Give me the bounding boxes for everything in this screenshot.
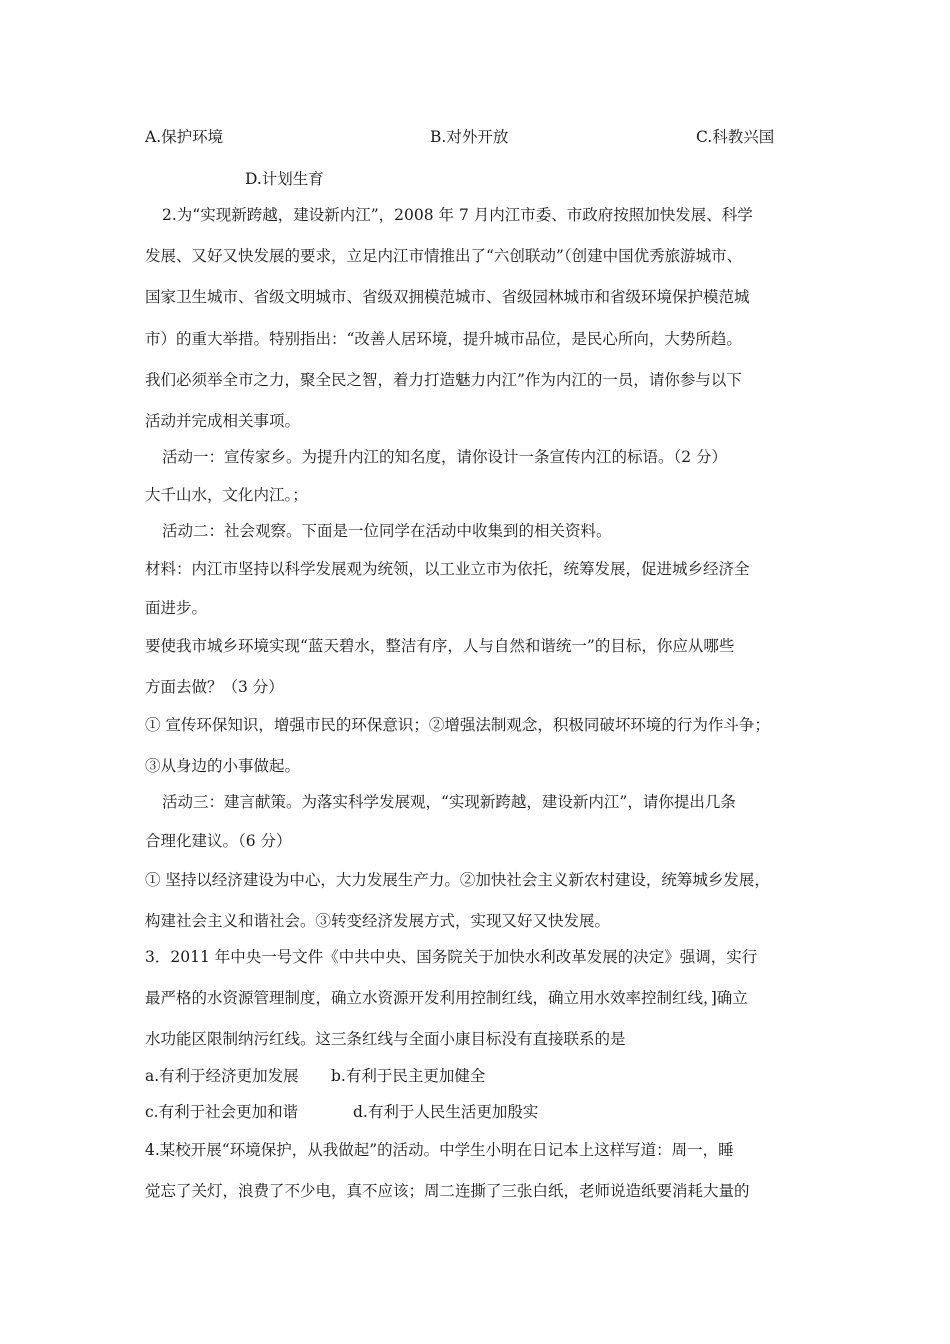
activity-1: 活动一：宣传家乡。为提升内江的知名度，请你设计一条宣传内江的标语。（2 分） <box>162 448 728 466</box>
answer-2-line-2: ③从身边的小事做起。 <box>145 757 301 775</box>
question-2-line-1: 要使我市城乡环境实现“蓝天碧水，整洁有序，人与自然和谐统一”的目标，你应从哪些 <box>145 637 735 655</box>
q3-option-b: b.有利于民主更加健全 <box>331 1067 486 1085</box>
q2-line-6: 活动并完成相关事项。 <box>145 412 301 430</box>
q2-line-4: 市）的重大举措。特别指出：“改善人居环境，提升城市品位，是民心所向，大势所趋。 <box>145 330 742 348</box>
q2-line-2: 发展、又好又快发展的要求，立足内江市情推出了“六创联动”（创建中国优秀旅游城市、 <box>145 247 743 265</box>
activity-2: 活动二：社会观察。下面是一位同学在活动中收集到的相关资料。 <box>162 522 612 540</box>
q3-line-2: 最严格的水资源管理制度，确立水资源开发利用控制红线，确立用水效率控制红线，]确立 <box>145 989 748 1007</box>
q4-line-2: 觉忘了关灯，浪费了不少电，真不应该；周二连撕了三张白纸，老师说造纸要消耗大量的 <box>145 1182 750 1200</box>
material-line-1: 材料：内江市坚持以科学发展观为统领，以工业立市为依托，统筹发展，促进城乡经济全 <box>145 560 750 578</box>
q2-line-5: 我们必须举全市之力，聚全民之智，着力打造魅力内江”作为内江的一员，请你参与以下 <box>145 371 742 389</box>
q3-option-a: a.有利于经济更加发展 <box>145 1067 299 1085</box>
q1-option-c: C.科教兴国 <box>696 128 775 146</box>
activity-3-line-1: 活动三：建言献策。为落实科学发展观，“实现新跨越，建设新内江”，请你提出几条 <box>162 793 736 811</box>
q3-option-d: d.有利于人民生活更加殷实 <box>353 1103 539 1121</box>
answer-1: 大千山水，文化内江。； <box>145 486 308 504</box>
q3-option-c: c.有利于社会更加和谐 <box>145 1103 299 1121</box>
q1-option-a: A.保护环境 <box>145 128 224 146</box>
q4-line-1: 4.某校开展“环境保护，从我做起”的活动。中学生小明在日记本上这样写道：周一，睡 <box>145 1141 734 1159</box>
answer-3-line-2: 构建社会主义和谐社会。③转变经济发展方式，实现又好又快发展。 <box>145 912 611 930</box>
q1-option-b: B.对外开放 <box>430 128 509 146</box>
q3-line-3: 水功能区限制纳污红线。这三条红线与全面小康目标没有直接联系的是 <box>145 1030 626 1048</box>
q2-line-1: 2.为“实现新跨越，建设新内江”，2008 年 7 月内江市委、市政府按照加快发展、科学 <box>162 206 753 224</box>
activity-3-line-2: 合理化建议。（6 分） <box>145 832 292 850</box>
question-2-line-2: 方面去做？（3 分） <box>145 678 284 696</box>
q1-option-d: D.计划生育 <box>245 170 324 188</box>
q3-line-1: 3．2011 年中央一号文件《中共中央、国务院关于加快水利改革发展的决定》强调，实行 <box>145 948 758 966</box>
material-line-2: 面进步。 <box>145 599 208 617</box>
q2-line-3: 国家卫生城市、省级文明城市、省级双拥模范城市、省级园林城市和省级环境保护模范城 <box>145 288 750 306</box>
answer-3-line-1: ① 坚持以经济建设为中心，大力发展生产力。②加快社会主义新农村建设，统筹城乡发展， <box>145 871 770 889</box>
answer-2-line-1: ① 宣传环保知识，增强市民的环保意识；②增强法制观念，积极同破坏环境的行为作斗争； <box>145 716 770 734</box>
